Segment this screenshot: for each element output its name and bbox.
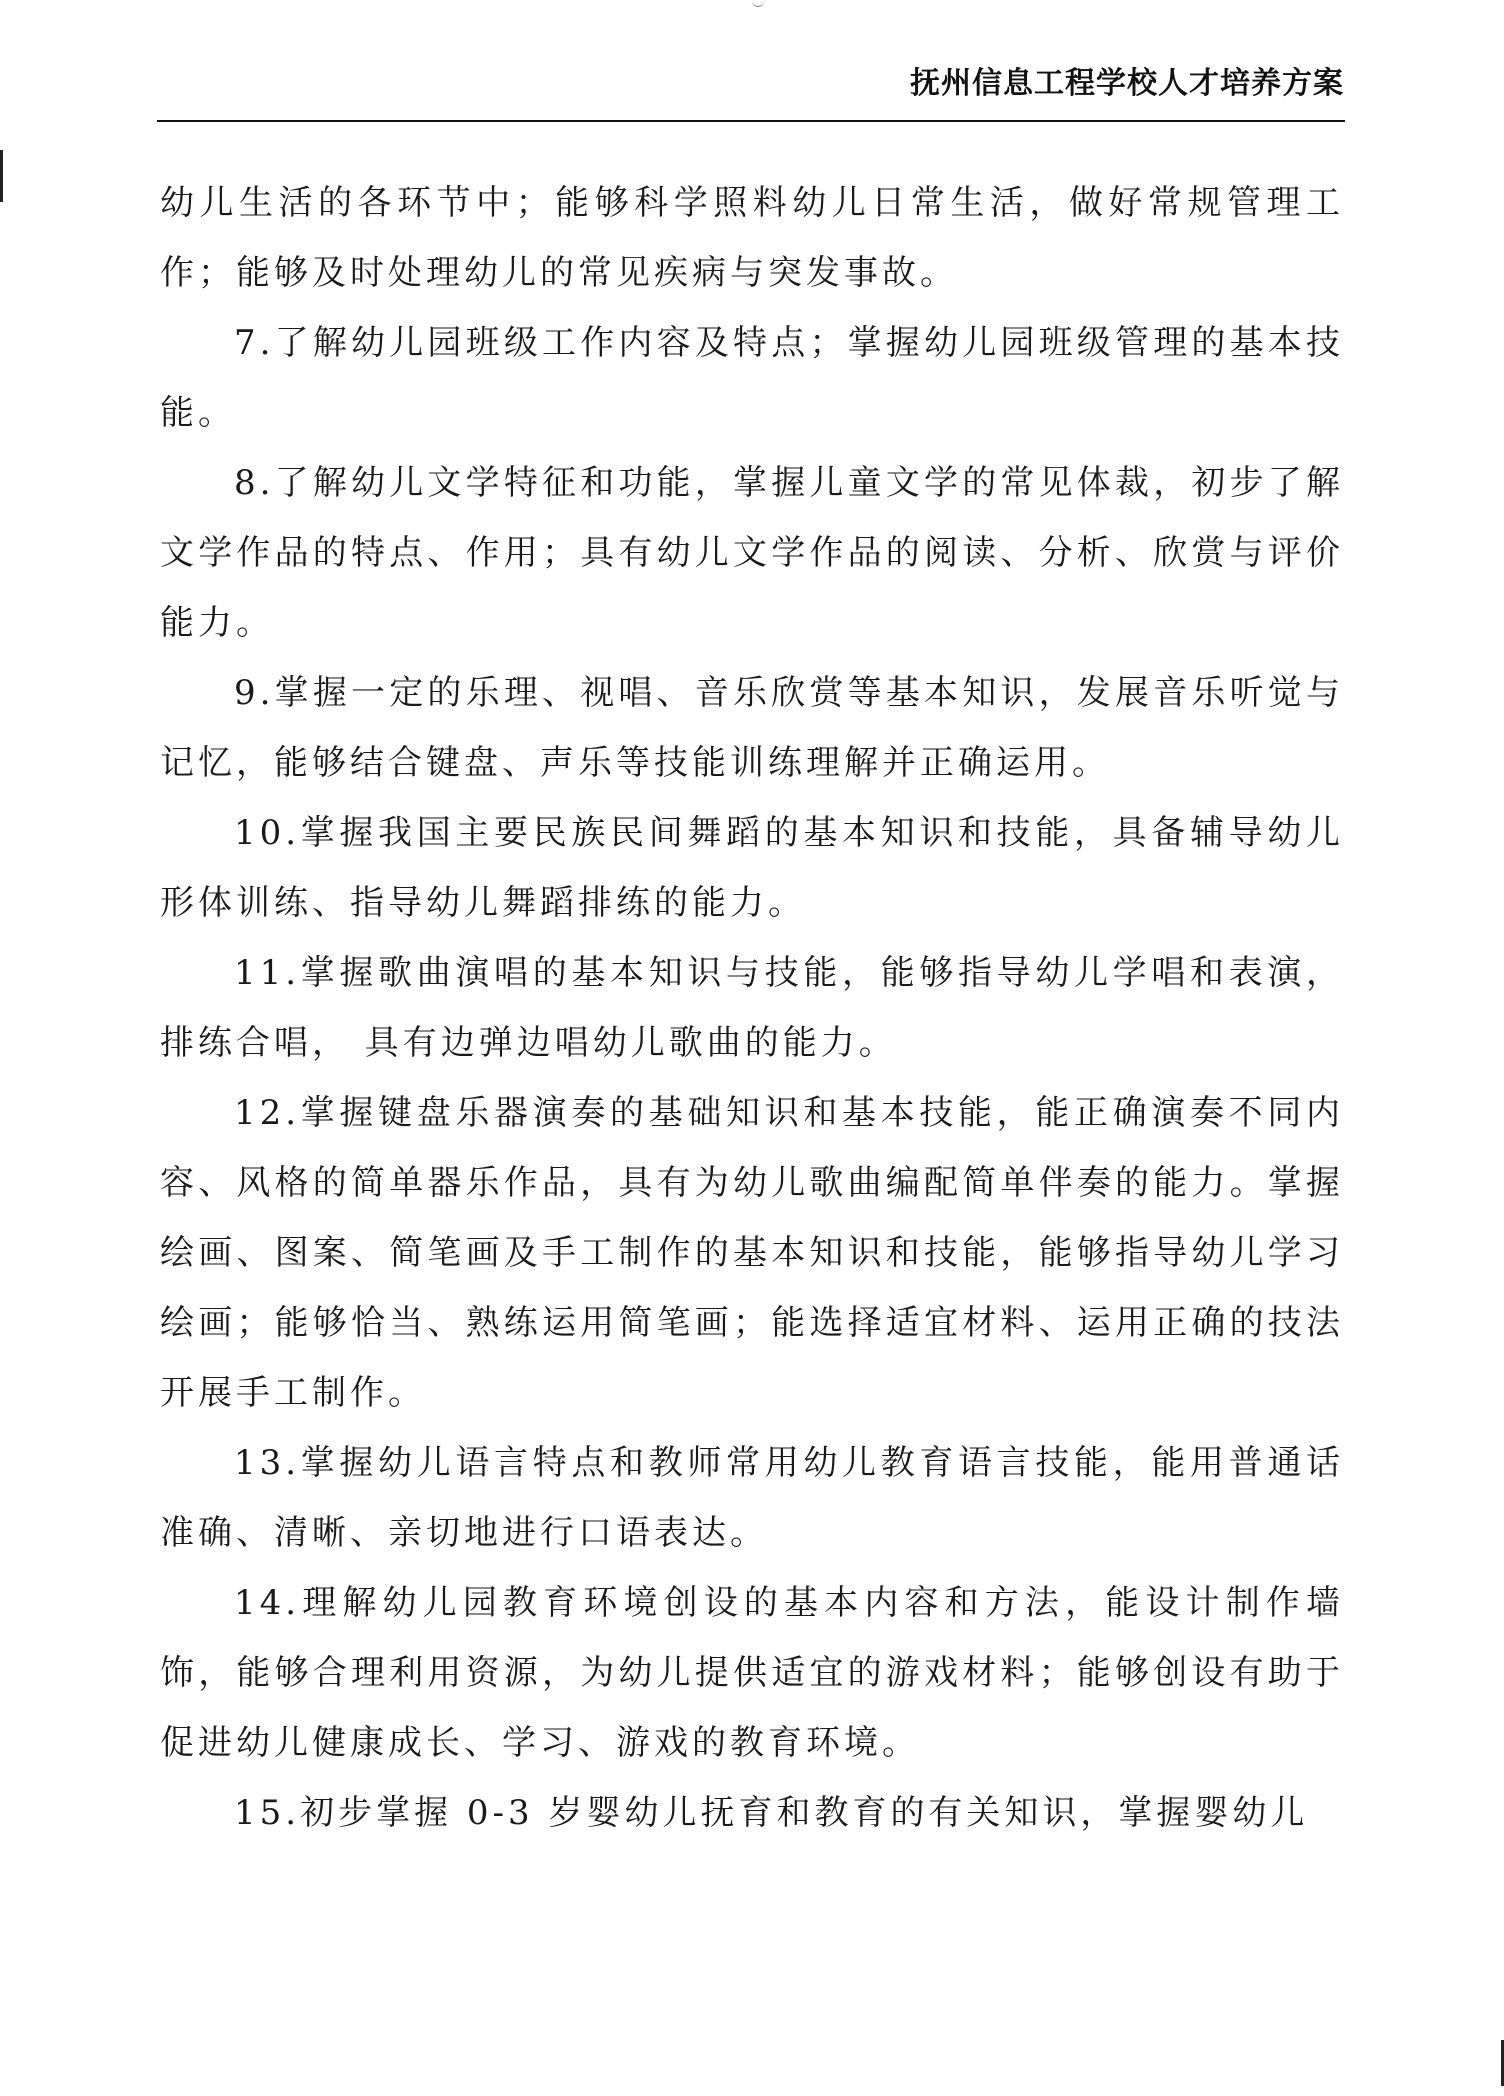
paragraph-item-12: 12.掌握键盘乐器演奏的基础知识和基本技能，能正确演奏不同内容、风格的简单器乐作品，具有为幼儿歌曲编配简单伴奏的能力。掌握绘画、图案、简笔画及手工制作的基本知识和技能，能够指导幼儿学习绘画；能够恰当、熟练运用简笔画；能选择适宜材料、运用正确的技法开展手工制作。: [160, 1093, 1344, 1413]
document-body: [160, 168, 1344, 1848]
scan-mark-top: [752, 0, 764, 7]
scan-mark-left: [0, 150, 3, 202]
paragraph-item-11: 11.掌握歌曲演唱的基本知识与技能，能够指导幼儿学唱和表演，排练合唱， 具有边弹边唱幼儿歌曲的能力。: [160, 953, 1344, 1063]
header-rule: [157, 120, 1345, 122]
paragraph-continuation: 幼儿生活的各环节中；能够科学照料幼儿日常生活，做好常规管理工作；能够及时处理幼儿的常见疾病与突发事故。: [160, 183, 1344, 293]
paragraph-item-14: 14.理解幼儿园教育环境创设的基本内容和方法，能设计制作墙饰，能够合理利用资源，为幼儿提供适宜的游戏材料；能够创设有助于促进幼儿健康成长、学习、游戏的教育环境。: [160, 1583, 1344, 1763]
page-header-title: 抚州信息工程学校人才培养方案: [910, 66, 1344, 101]
paragraph-item-15: 15.初步掌握 0-3 岁婴幼儿抚育和教育的有关知识，掌握婴幼儿: [234, 1793, 1309, 1833]
paragraph-item-7: 7.了解幼儿园班级工作内容及特点；掌握幼儿园班级管理的基本技能。: [160, 323, 1344, 433]
paragraph-item-13: 13.掌握幼儿语言特点和教师常用幼儿教育语言技能，能用普通话准确、清晰、亲切地进行口语表达。: [160, 1443, 1344, 1553]
paragraph-item-10: 10.掌握我国主要民族民间舞蹈的基本知识和技能，具备辅导幼儿形体训练、指导幼儿舞蹈排练的能力。: [160, 813, 1344, 923]
paragraph-item-8: 8.了解幼儿文学特征和功能，掌握儿童文学的常见体裁，初步了解文学作品的特点、作用；具有幼儿文学作品的阅读、分析、欣赏与评价能力。: [160, 463, 1344, 643]
paragraph-item-9: 9.掌握一定的乐理、视唱、音乐欣赏等基本知识，发展音乐听觉与记忆，能够结合键盘、声乐等技能训练理解并正确运用。: [160, 673, 1344, 783]
